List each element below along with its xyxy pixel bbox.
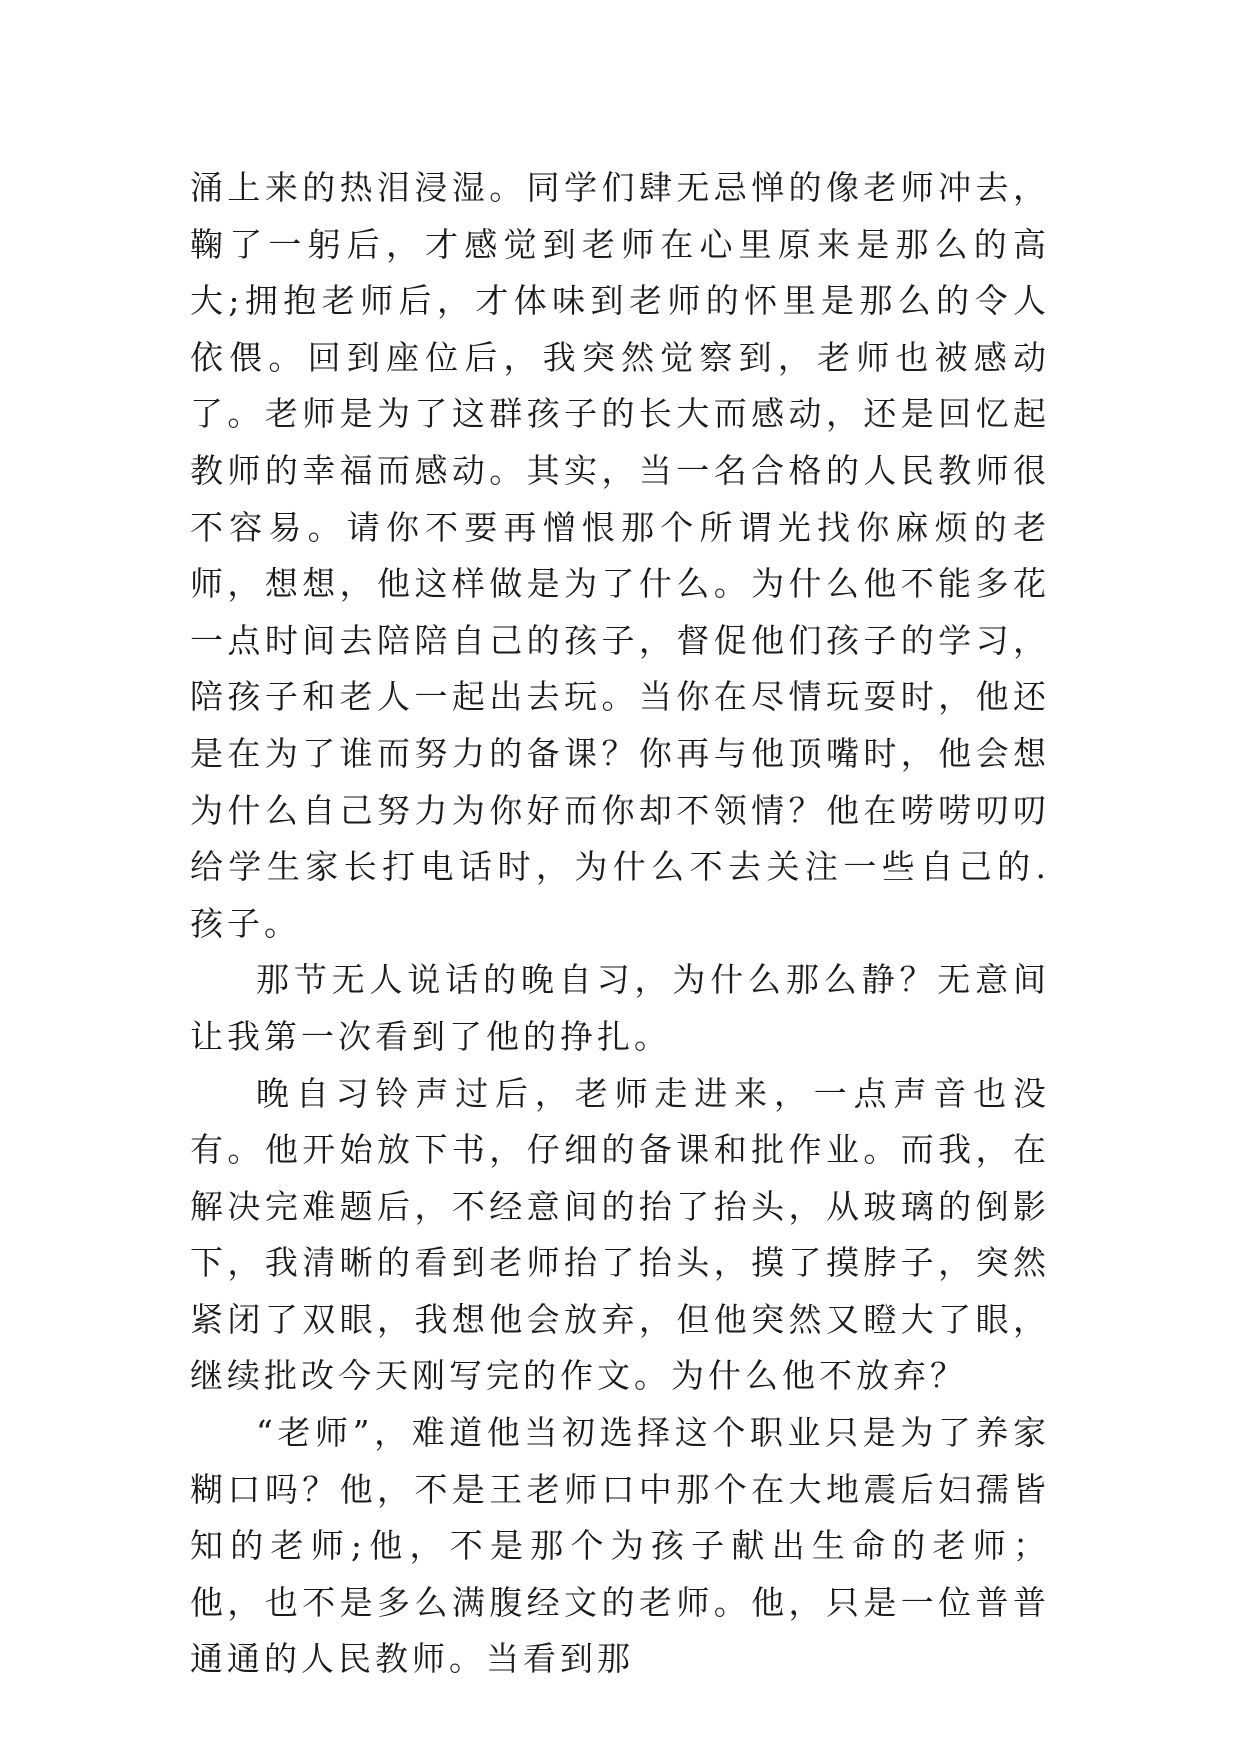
document-body xyxy=(190,160,1050,1688)
paragraph-4: “老师”，难道他当初选择这个职业只是为了养家糊口吗？他，不是王老师口中那个在大地震后妇孺皆知的老师;他，不是那个为孩子献出生命的老师；他，也不是多么满腹经文的老师。他，只是一位普普通通的人民教师。当看到那 xyxy=(190,1413,1050,1679)
paragraph-1: 涌上来的热泪浸湿。同学们肆无忌惮的像老师冲去，鞠了一躬后，才感觉到老师在心里原来是那么的高大;拥抱老师后，才体味到老师的怀里是那么的令人依偎。回到座位后，我突然觉察到，老师也被感动了。老师是为了这群孩子的长大而感动，还是回忆起教师的幸福而感动。其实，当一名合格的人民教师很不容易。请你不要再憎恨那个所谓光找你麻烦的老师，想想，他这样做是为了什么。为什么他不能多花一点时间去陪陪自己的孩子，督促他们孩子的学习，陪孩子和老人一起出去玩。当你在尽情玩耍时，他还是在为了谁而努力的备课？你再与他顶嘴时，他会想为什么自己努力为你好而你却不领情？他在唠唠叨叨给学生家长打电话时，为什么不去关注一些自己的.孩子。 xyxy=(190,168,1050,943)
paragraph-2: 那节无人说话的晚自习，为什么那么静？无意间让我第一次看到了他的挣扎。 xyxy=(190,960,1050,1056)
paragraph-3: 晚自习铃声过后，老师走进来，一点声音也没有。他开始放下书，仔细的备课和批作业。而我，在解决完难题后，不经意间的抬了抬头，从玻璃的倒影下，我清晰的看到老师抬了抬头，摸了摸脖子，突然紧闭了双眼，我想他会放弃，但他突然又瞪大了眼，继续批改今天刚写完的作文。为什么他不放弃？ xyxy=(190,1073,1050,1396)
